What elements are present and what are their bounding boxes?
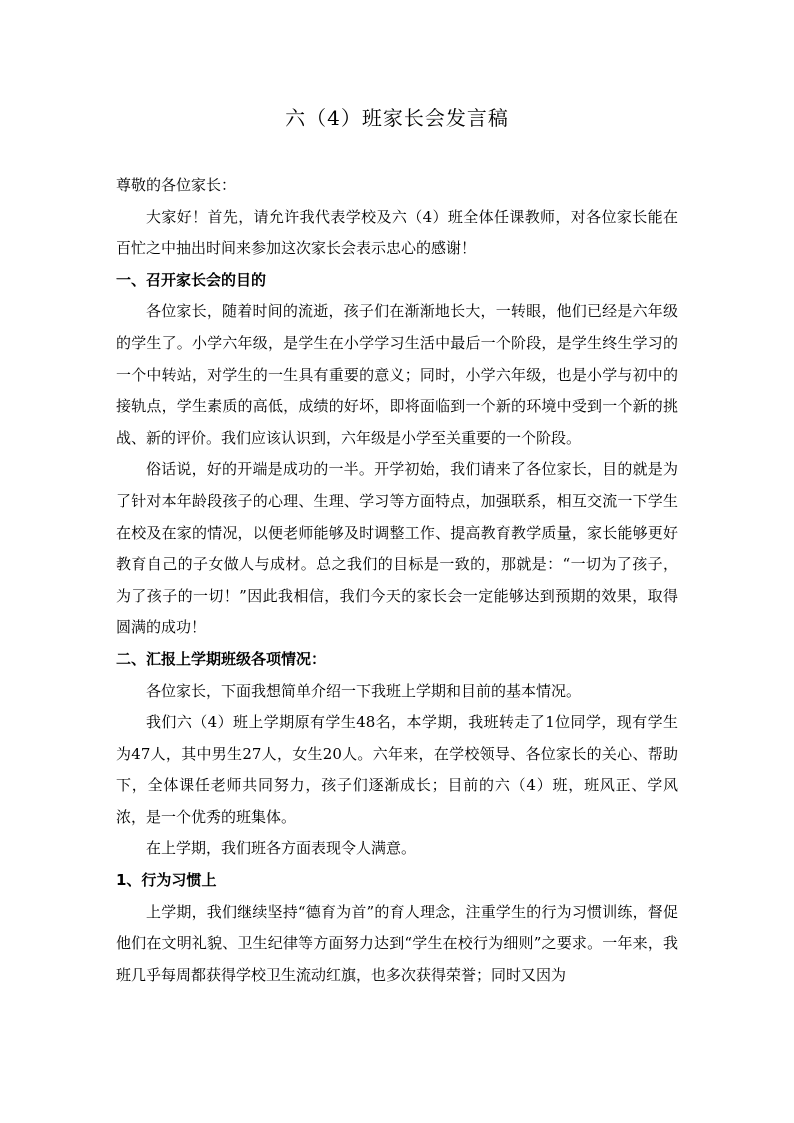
document-body [116,170,678,991]
paragraph-purpose-1: 各位家长，随着时间的流逝，孩子们在渐渐地长大，一转眼，他们已经是六年级的学生了。小学六年级，是学生在小学学习生活中最后一个阶段，是学生终生学习的一个中转站，对学生的一生具有重要的意义；同时，小学六年级，也是小学与初中的接轨点，学生素质的高低，成绩的好坏，即将面临到一个新的环境中受到一个新的挑战、新的评价。我们应该认识到，六年级是小学至关重要的一个阶段。 [116,302,678,447]
paragraph-report-1: 各位家长，下面我想简单介绍一下我班上学期和目前的基本情况。 [146,681,582,700]
greeting: 尊敬的各位家长： [116,176,237,194]
paragraph-purpose-2: 俗话说，好的开端是成功的一半。开学初始，我们请来了各位家长，目的就是为了针对本年龄段孩子的心理、生理、学习等方面特点，加强联系，相互交流一下学生在校及在家的情况，以便老师能够及时调整工作、提高教育教学质量，家长能够更好教育自己的子女做人与成材。总之我们的目标是一致的，那就是：“一切为了孩子，为了孩子的一切！”因此我相信，我们今天的家长会一定能够达到预期的效果，取得圆满的成功！ [116,460,678,637]
document-title: 六（4）班家长会发言稿 [285,106,509,130]
paragraph-behavior-1: 上学期，我们继续坚持“德育为首”的育人理念，注重学生的行为习惯训练，督促他们在文明礼貌、卫生纪律等方面努力达到“学生在校行为细则”之要求。一年来，我班几乎每周都获得学校卫生流动红旗，也多次获得荣誉；同时又因为 [116,902,678,984]
paragraph-report-3: 在上学期，我们班各方面表现令人满意。 [146,839,417,858]
section-heading-purpose: 一、召开家长会的目的 [116,270,267,289]
subsection-heading-behavior: 1、行为习惯上 [116,871,217,890]
section-heading-report: 二、汇报上学期班级各项情况： [116,649,327,668]
paragraph-report-2: 我们六（4）班上学期原有学生48名，本学期，我班转走了1位同学，现有学生为47人，其中男生27人，女生20人。六年来，在学校领导、各位家长的关心、帮助下，全体课任老师共同努力，孩子们逐渐成长；目前的六（4）班，班风正、学风浓，是一个优秀的班集体。 [116,713,678,826]
intro-paragraph: 大家好！首先，请允许我代表学校及六（4）班全体任课教师，对各位家长能在百忙之中抽出时间来参加这次家长会表示忠心的感谢！ [116,207,678,258]
